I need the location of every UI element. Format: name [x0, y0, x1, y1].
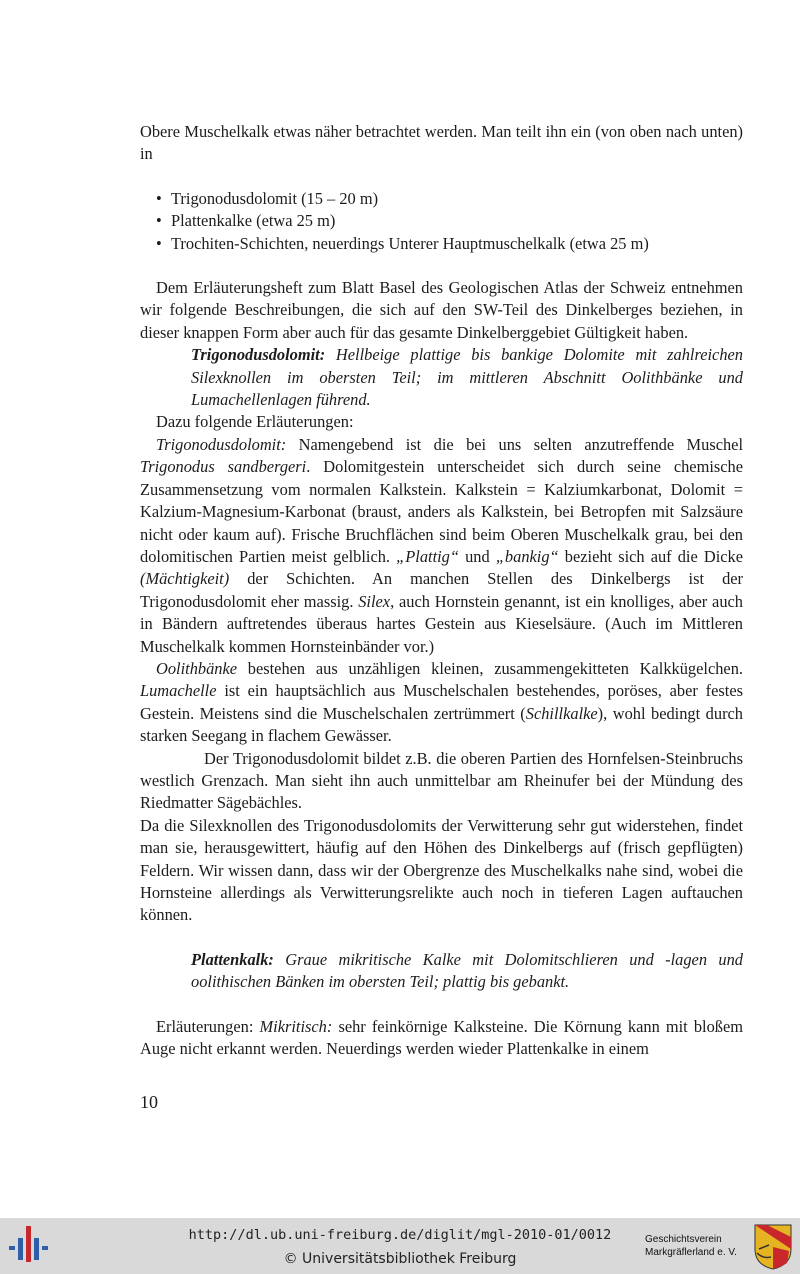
quote-text: Graue mikritische Kalke mit Dolomitschlieren und -lagen und oolithischen Bänken im obersten Teil; plattig bis gebankt. — [191, 949, 743, 992]
page-number: 10 — [140, 1092, 158, 1112]
coat-of-arms-icon — [753, 1223, 793, 1271]
term: Oolithbänke — [156, 658, 238, 678]
text-run: und — [459, 546, 496, 566]
text-run: sehr feinkörnige Kalksteine. Die Körnung kann mit bloßem Auge nicht erkannt werden. Neuerdings werden wieder Plattenkalke in einem — [140, 1016, 743, 1059]
trigonodus-paragraph — [140, 434, 743, 658]
text-run: , auch Hornstein genannt, ist ein knolliges, aber auch in Bändern auftretendes überaus hartes Gestein aus Kieselsäure. (Auch im Mittleren Muschelkalk kommen Hornsteinbänder vor.) — [140, 591, 743, 656]
text-run: . Dolomitgestein unterscheidet sich durch seine chemische Zusammensetzung vom normalen Kalkstein. Kalkstein = Kalziumkarbonat, Dolomit = Kalzium-Magnesium-Karbonat (braust, anders als Kalkstein, bei Betropfen mit Salzsäure nicht oder kaum auf). Frische Bruchflächen sind beim Oberen Muschelkalk grau, bei den dolomitischen Partien meist gelblich. — [140, 457, 743, 566]
text-run: bestehen aus unzähligen kleinen, zusammengekitteten Kalkkügelchen. — [237, 658, 743, 678]
footer-url-link[interactable]: http://dl.ub.uni-freiburg.de/diglit/mgl-2010-01/0012 — [188, 1227, 612, 1243]
society-name — [645, 1233, 737, 1259]
list-item: • Trigonodusdolomit (15 – 20 m) — [140, 188, 743, 210]
footer-credit: © Universitätsbibliothek Freiburg — [283, 1251, 517, 1267]
explanations-heading: Dazu folgende Erläuterungen: — [156, 412, 354, 432]
quote-plattenkalk — [140, 949, 743, 994]
species-name: Trigonodus sandbergeri — [140, 457, 307, 477]
text-run: Namengebend ist die bei uns selten anzutreffende Muschel — [286, 434, 743, 454]
term: Silex — [358, 591, 391, 611]
text-run: ), wohl bedingt durch starken Seegang in flachem Gewässer. — [140, 703, 743, 746]
quote-term: Plattenkalk: — [191, 949, 274, 969]
footer-bar — [0, 1218, 800, 1274]
text-run: bezieht sich auf die Dicke — [558, 546, 744, 566]
page-text — [140, 121, 743, 1060]
term: „bankig“ — [495, 546, 559, 566]
quote-trigonodusdolomit — [140, 344, 743, 411]
society-line: Markgräflerland e. V. — [645, 1247, 737, 1258]
term: Mikritisch: — [259, 1016, 333, 1036]
quote-text: Hellbeige plattige bis bankige Dolomite mit zahlreichen Silexknollen im obersten Teil; im mittleren Abschnitt Oolithbänke und Lumachellenlagen führend. — [191, 345, 743, 410]
silex-paragraph: Da die Silexknollen des Trigonodusdolomits der Verwitterung sehr gut widerstehen, findet man sie, herausgewittert, häufig auf den Höhen des Dinkelbergs auf (frisch gepflügten) Feldern. Wir wissen dann, dass wir der Obergrenze des Muschelkalks nahe sind, wobei die Hornsteine allerdings als Verwitterungsrelikte auch noch in tieferen Lagen auftauchen können. — [140, 815, 743, 925]
text-run: Erläuterungen: — [156, 1016, 260, 1036]
term: Trigonodusdolomit: — [156, 434, 287, 454]
oolith-paragraph — [140, 658, 743, 748]
quote-term: Trigonodusdolomit: — [191, 345, 326, 365]
atlas-paragraph: Dem Erläuterungsheft zum Blatt Basel des Geologischen Atlas der Schweiz entnehmen wir folgende Beschreibungen, die sich auf den SW-Teil des Dinkelberges beziehen, in dieser knappen Form aber auch für das gesamte Dinkelberggebiet Gültigkeit haben. — [140, 278, 743, 342]
text-run: der Schichten. An manchen Stellen des Dinkelbergs ist der Trigonodusdolomit eher massig. — [140, 569, 743, 611]
list-item: • Trochiten-Schichten, neuerdings Unterer Hauptmuschelkalk (etwa 25 m) — [140, 233, 743, 255]
term: „Plattig“ — [396, 546, 459, 566]
mikritisch-paragraph — [140, 1016, 743, 1061]
text-run: ist ein hauptsächlich aus Muschelschalen bestehendes, poröses, aber festes Gestein. Meistens sind die Muschelschalen zertrümmert ( — [140, 681, 743, 723]
list-item: • Plattenkalke (etwa 25 m) — [140, 210, 743, 232]
layer-list — [140, 188, 743, 255]
steinbruch-paragraph: Der Trigonodusdolomit bildet z.B. die oberen Partien des Hornfelsen-Steinbruchs westlich Grenzach. Man sieht ihn auch unmittelbar am Rheinufer bei der Mündung des Riedmatter Sägebächles. — [140, 748, 743, 813]
society-line: Geschichtsverein — [645, 1234, 722, 1245]
term: Schillkalke — [525, 703, 598, 723]
term: Lumachelle — [140, 681, 217, 701]
term: (Mächtigkeit) — [140, 569, 230, 589]
intro-paragraph: Obere Muschelkalk etwas näher betrachtet werden. Man teilt ihn ein (von oben nach unten) in — [140, 122, 743, 164]
